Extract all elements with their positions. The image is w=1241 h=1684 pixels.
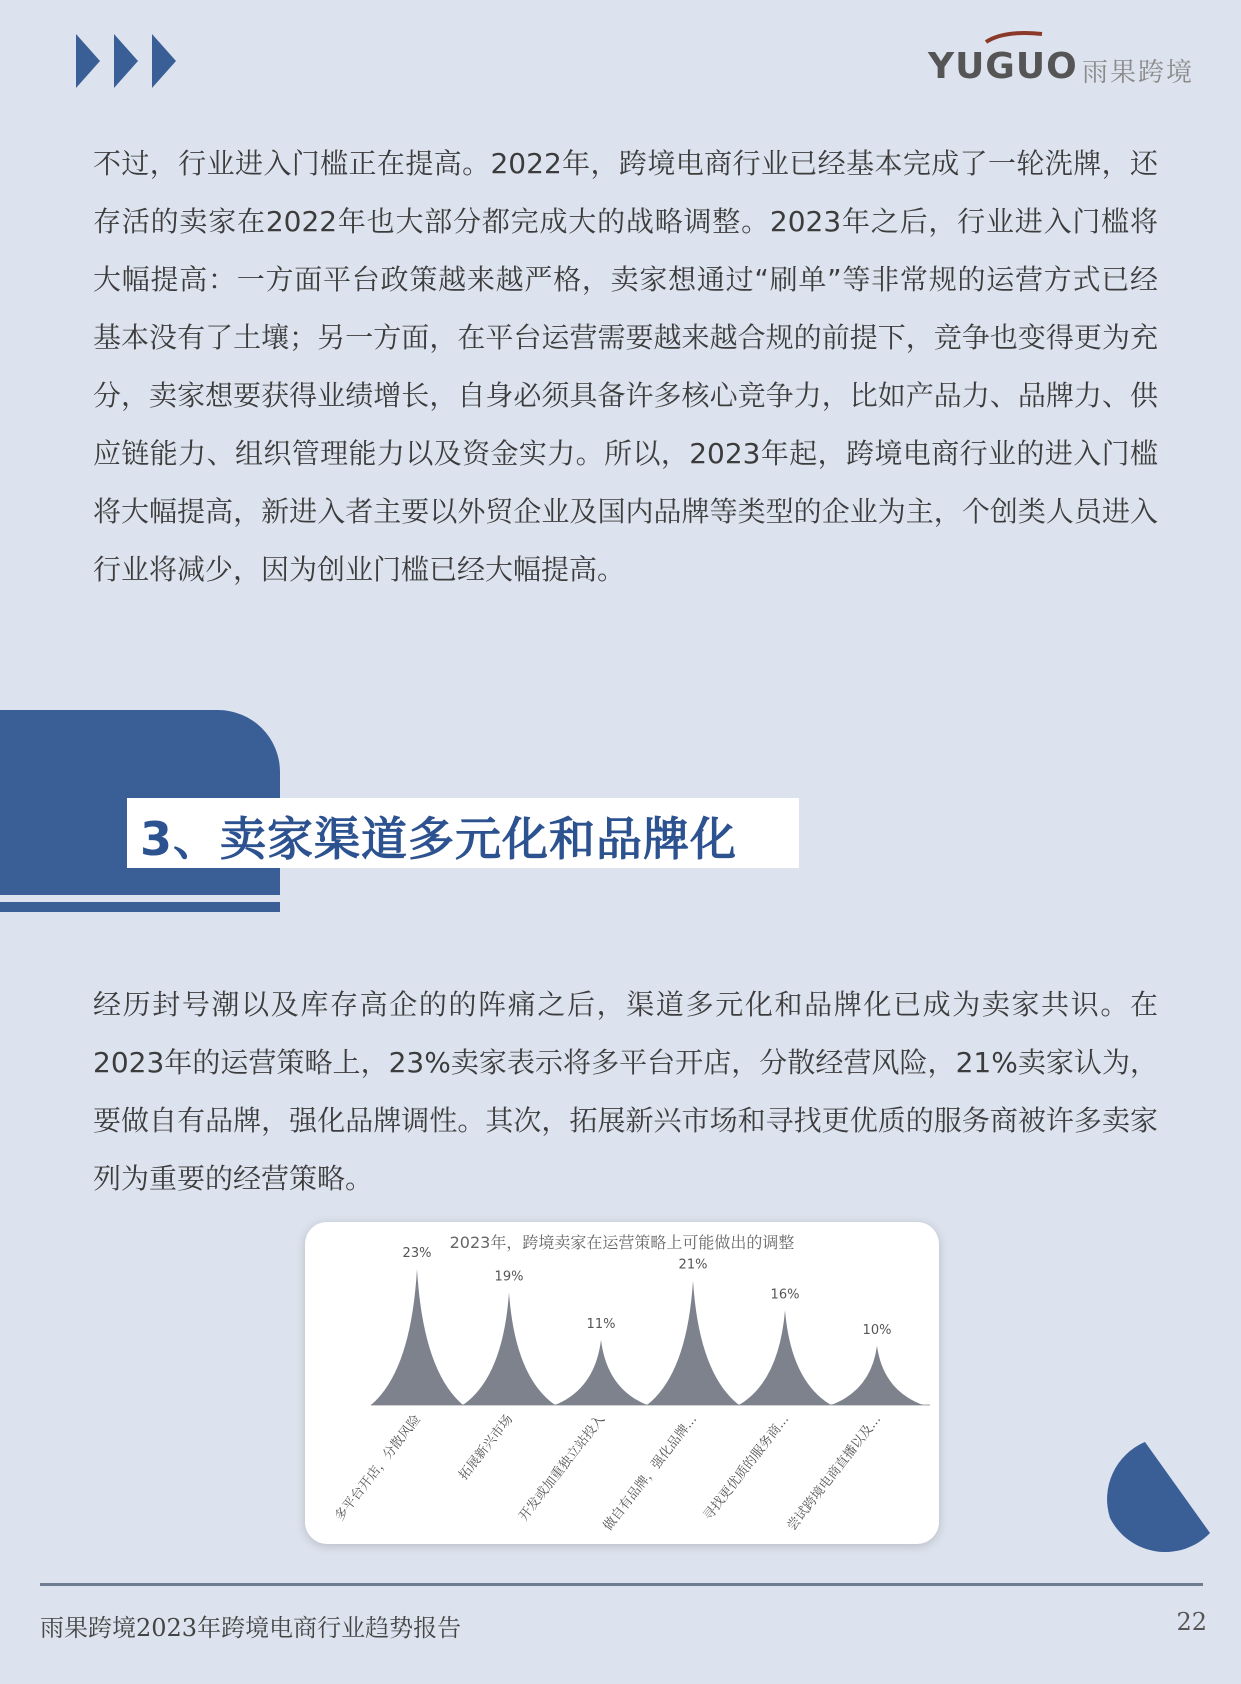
logo-text: YUGUO <box>928 46 1078 87</box>
intro-paragraph: 不过，行业进入门槛正在提高。2022年，跨境电商行业已经基本完成了一轮洗牌，还存活的卖家在2022年也大部分都完成大的战略调整。2023年之后，行业进入门槛将大幅提高：一方面平台政策越来越严格，卖家想通过“刷单”等非常规的运营方式已经基本没有了土壤；另一方面，在平台运营需要越来越合规的前提下，竞争也变得更为充分，卖家想要获得业绩增长，自身必须具备许多核心竞争力，比如产品力、品牌力、供应链能力、组织管理能力以及资金实力。所以，2023年起，跨境电商行业的进入门槛将大幅提高，新进入者主要以外贸企业及国内品牌等类型的企业为主，个创类人员进入行业将减少，因为创业门槛已经大幅提高。 <box>93 147 1158 586</box>
section-stripe-gap <box>0 895 280 902</box>
chart-bar <box>739 1310 831 1405</box>
chevron-icon <box>114 34 138 88</box>
strategy-chart <box>305 1222 939 1544</box>
chart-bar <box>555 1340 647 1405</box>
chart-card <box>305 1222 939 1544</box>
chart-value-label: 10% <box>862 1322 892 1338</box>
chart-category-label: 多平台开店，分散风险 <box>332 1412 425 1524</box>
footer-report-title: 雨果跨境2023年跨境电商行业趋势报告 <box>40 1614 462 1642</box>
decorative-circle <box>1100 1430 1230 1560</box>
page-number: 22 <box>1176 1608 1207 1636</box>
section-banner-stripe <box>0 902 280 912</box>
chart-value-label: 19% <box>494 1269 524 1285</box>
yuguo-logo <box>928 30 1198 86</box>
logo-swoosh-icon <box>984 30 1044 44</box>
chart-category-label: 开发或加重独立站投入 <box>516 1412 609 1524</box>
chevron-icon <box>76 34 100 88</box>
chart-value-label: 23% <box>402 1245 432 1261</box>
chevrons-decoration <box>74 34 194 88</box>
logo-chinese-text: 雨果跨境 <box>1082 58 1195 88</box>
chart-category-label: 拓展新兴市场 <box>456 1412 517 1483</box>
chart-bar <box>463 1293 555 1405</box>
chevron-icon <box>152 34 176 88</box>
chart-bar <box>371 1269 463 1405</box>
footer-divider <box>40 1583 1203 1586</box>
chart-bar <box>831 1346 923 1405</box>
chart-bar <box>647 1281 739 1405</box>
section-paragraph: 经历封号潮以及库存高企的的阵痛之后，渠道多元化和品牌化已成为卖家共识。在2023年的运营策略上，23%卖家表示将多平台开店，分散经营风险，21%卖家认为，要做自有品牌，强化品牌调性。其次，拓展新兴市场和寻找更优质的服务商被许多卖家列为重要的经营策略。 <box>93 988 1158 1195</box>
chart-title: 2023年，跨境卖家在运营策略上可能做出的调整 <box>449 1233 795 1252</box>
chart-value-label: 21% <box>678 1257 708 1273</box>
chart-category-label: 做自有品牌，强化品牌... <box>600 1412 701 1534</box>
section-title: 3、卖家渠道多元化和品牌化 <box>140 812 738 866</box>
chart-category-label: 尝试跨境电商直播以及... <box>784 1412 885 1534</box>
chart-value-label: 16% <box>770 1287 800 1303</box>
chart-category-label: 寻找更优质的服务商... <box>700 1412 793 1524</box>
chart-value-label: 11% <box>586 1316 616 1332</box>
